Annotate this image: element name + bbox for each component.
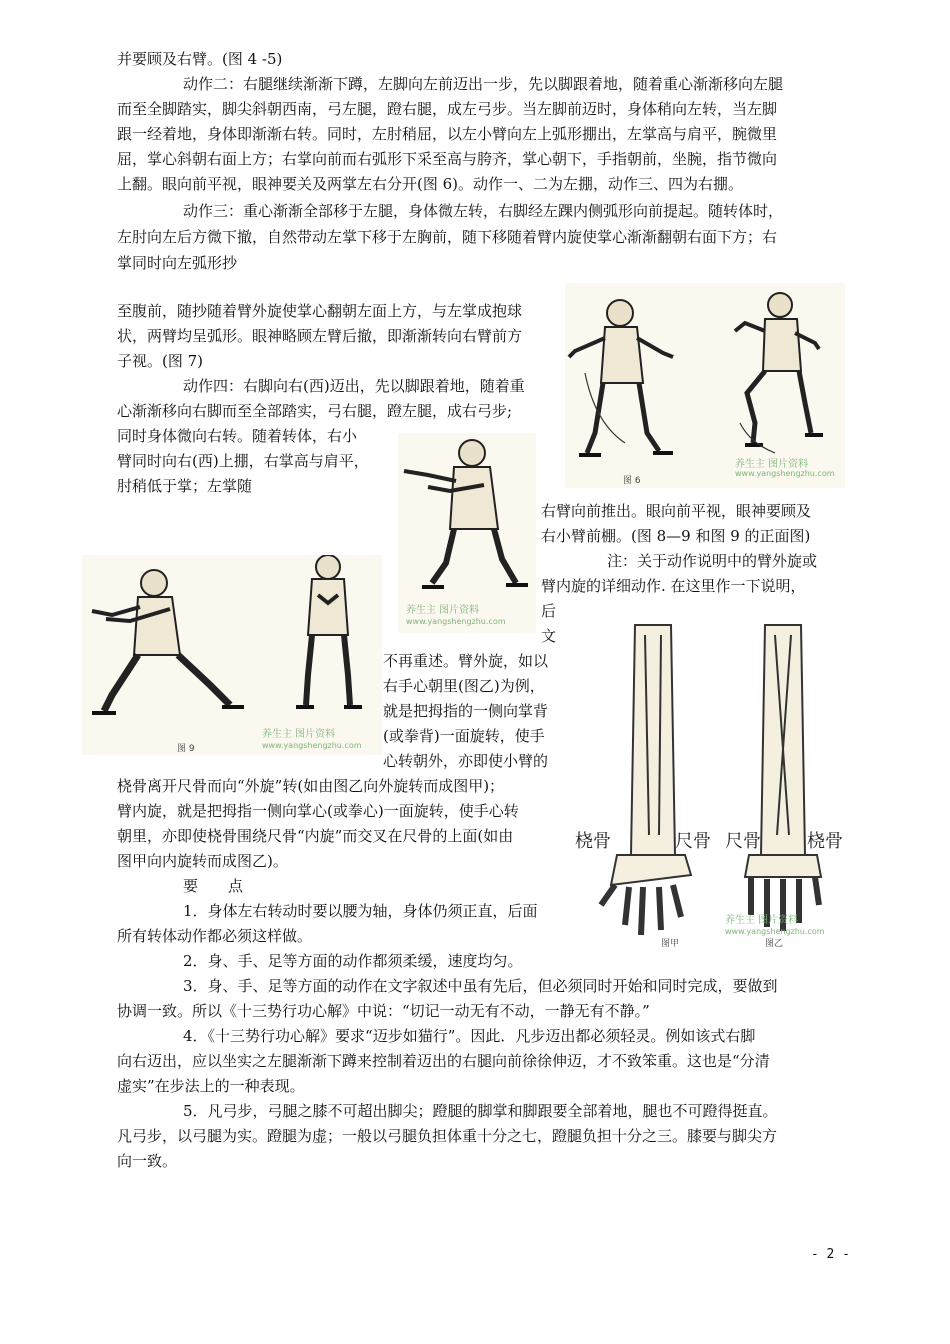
text-line: 上翻。眼向前平视，眼神要关及两掌左右分开(图 6)。动作一、二为左掤，动作三、四为右掤。	[117, 175, 744, 193]
watermark-text: 养生主 图片资料	[406, 605, 480, 616]
text-line: 左肘向左后方微下撤，自然带动左掌下移于左胸前，随下移随着臂内旋使掌心渐渐翻朝右面下方；右	[117, 228, 778, 246]
text-line: 子视。(图 7)	[117, 352, 204, 370]
text-line: 至腹前，随抄随着臂外旋使掌心翻朝左面上方，与左掌成抱球	[117, 302, 523, 320]
text-line: 状，两臂均呈弧形。眼神略顾左臂后撤，即渐渐转向右臂前方	[117, 327, 523, 345]
bone-label: 桡骨	[575, 831, 611, 852]
figure-caption: 图 9	[177, 744, 195, 754]
text-line: 图甲向内旋转而成图乙)。	[117, 852, 288, 870]
text-line: 屈，掌心斜朝右面上方；右掌向前而右弧形下采至高与胯齐，掌心朝下，手指朝前，坐腕，指节微向	[117, 150, 778, 168]
watermark-text: 养生主 图片资料	[262, 729, 336, 740]
bone-label: 桡骨	[807, 831, 843, 852]
text-line: 而至全脚踏实，脚尖斜朝西南，弓左腿，蹬右腿，成左弓步。当左脚前迈时，身体稍向左转，当左脚	[117, 100, 778, 118]
text-line: 臂内旋，就是把拇指一侧向掌心(或拳心)一面旋转，使手心转	[117, 802, 519, 820]
figure-8	[398, 433, 536, 633]
text-line: 右小臂前棚。(图 8—9 和图 9 的正面图)	[541, 527, 811, 545]
figure-6	[565, 283, 845, 488]
section-heading: 要 点	[183, 877, 244, 895]
text-line: 文	[541, 627, 557, 645]
text-line: 所有转体动作都必须这样做。	[117, 927, 313, 945]
text-line: (或拳背)一面旋转，使手	[383, 727, 545, 745]
text-line: 同时身体微向右转。随着转体，右小	[117, 427, 358, 445]
text-line: 就是把拇指的一侧向掌背	[383, 702, 549, 720]
text-line: 凡弓步，以弓腿为实。蹬腿为虚；一般以弓腿负担体重十分之七，蹬腿负担十分之三。膝要与脚尖方	[117, 1127, 778, 1145]
text-line: 动作二：右腿继续渐渐下蹲，左脚向左前迈出一步，先以脚跟着地，随着重心渐渐移向左腿	[183, 75, 784, 93]
text-line: 向右迈出，应以坐实之左腿渐渐下蹲来控制着迈出的右腿向前徐徐伸迈，才不致笨重。这也是“分清	[117, 1052, 770, 1070]
text-line: 心转朝外，亦即使小臂的	[383, 752, 549, 770]
watermark-url: www.yangshengzhu.com	[406, 617, 506, 626]
text-line: 肘稍低于掌；左掌随	[117, 477, 253, 495]
watermark-text: 养生主 图片资料	[725, 915, 799, 926]
watermark-url: www.yangshengzhu.com	[262, 741, 362, 750]
text-line: 并要顾及右臂。(图 4 -5)	[117, 50, 283, 68]
forearm-bones-illustration	[575, 605, 845, 950]
text-line: 协调一致。所以《十三势行功心解》中说：“切记一动无有不动，一静无有不静。”	[117, 1002, 650, 1020]
text-line: 朝里，亦即使桡骨围绕尺骨“内旋”而交叉在尺骨的上面(如由	[117, 827, 514, 845]
figure-caption: 图 6	[623, 476, 641, 486]
watermark-text: 养生主 图片资料	[735, 459, 809, 470]
forearm-bone-figure	[575, 605, 845, 950]
text-line: 4．《十三势行功心解》要求“迈步如猫行”。因此．凡步迈出都必须轻灵。例如该式右脚	[183, 1027, 756, 1045]
figure-9	[82, 555, 382, 755]
text-line: 5．凡弓步，弓腿之膝不可超出脚尖；蹬腿的脚掌和脚跟要全部着地，腿也不可蹬得挺直。	[183, 1102, 778, 1120]
tai-chi-pose-illustration	[82, 555, 382, 755]
figure-caption: 图甲	[661, 939, 680, 949]
text-line: 心渐渐移向右脚而至全部踏实，弓右腿，蹬左腿，成右弓步;	[117, 402, 513, 420]
text-line: 2．身、手、足等方面的动作都须柔缓，速度均匀。	[183, 952, 523, 970]
page-number: - 2 -	[810, 1247, 850, 1262]
text-line: 虚实”在步法上的一种表现。	[117, 1077, 305, 1095]
text-line: 后	[541, 602, 557, 620]
text-line: 桡骨离开尺骨而向“外旋”转(如由图乙向外旋转而成图甲)；	[117, 777, 505, 795]
text-line: 向一致。	[117, 1152, 178, 1170]
text-line: 注：关于动作说明中的臂外旋或	[607, 552, 818, 570]
figure-caption: 图乙	[765, 939, 784, 949]
text-line: 3．身、手、足等方面的动作在文字叙述中虽有先后，但必须同时开始和同时完成，要做到	[183, 977, 778, 995]
text-line: 跟一经着地，身体即渐渐右转。同时，左肘稍屈，以左小臂向左上弧形掤出，左掌高与肩平，腕微里	[117, 125, 778, 143]
bone-label: 尺骨	[675, 831, 711, 852]
text-line: 动作四：右脚向右(西)迈出，先以脚跟着地，随着重	[183, 377, 525, 395]
text-line: 右臂向前推出。眼向前平视，眼神要顾及	[541, 502, 812, 520]
text-line: 臂内旋的详细动作. 在这里作一下说明，	[541, 577, 806, 595]
text-line: 不再重述。臂外旋，如以	[383, 652, 549, 670]
watermark-url: www.yangshengzhu.com	[735, 469, 835, 478]
bone-label: 尺骨	[725, 831, 761, 852]
text-line: 掌同时向左弧形抄	[117, 254, 238, 272]
text-line: 1．身体左右转动时要以腰为轴，身体仍须正直，后面	[183, 902, 538, 920]
watermark-url: www.yangshengzhu.com	[725, 927, 825, 936]
text-line: 动作三：重心渐渐全部移于左腿，身体微左转，右脚经左踝内侧弧形向前提起。随转体时，	[183, 202, 784, 220]
text-line: 右手心朝里(图乙)为例，	[383, 677, 545, 695]
text-line: 臂同时向右(西)上掤，右掌高与肩平，	[117, 452, 369, 470]
